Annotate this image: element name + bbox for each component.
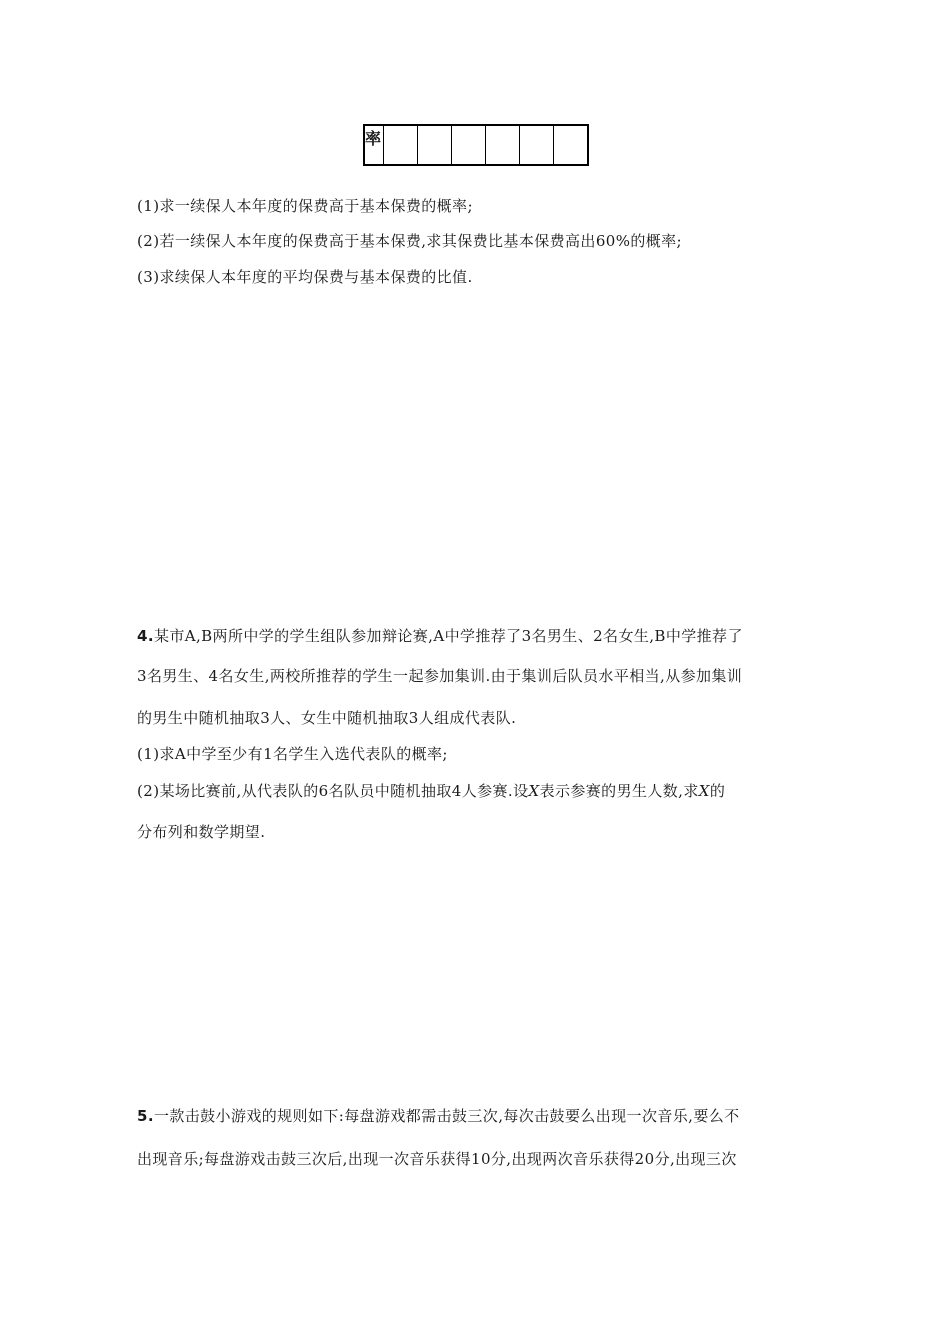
q4-part-2-text-a: (2)某场比赛前,从代表队的6名队员中随机抽取4人参赛.设 [137, 782, 529, 800]
table-cell [554, 125, 589, 165]
question-number: 4. [137, 627, 154, 645]
q4-line-1 [137, 626, 743, 646]
table-cell [486, 125, 520, 165]
q4-text-1: 某市A,B两所中学的学生组队参加辩论赛,A中学推荐了3名男生、2名女生,B中学推荐了 [153, 627, 743, 645]
q3-part-3: (3)求续保人本年度的平均保费与基本保费的比值. [137, 268, 473, 286]
table-cell [452, 125, 486, 165]
table-cell [418, 125, 452, 165]
q4-part-1: (1)求A中学至少有1名学生入选代表队的概率; [137, 745, 448, 763]
table-cell [384, 125, 418, 165]
q4-part-2-text-c: 的 [709, 782, 726, 800]
q4-part-2-cont: 分布列和数学期望. [137, 823, 266, 841]
q4-line-2: 3名男生、4名女生,两校所推荐的学生一起参加集训.由于集训后队员水平相当,从参加集训 [137, 667, 743, 685]
q5-text-1: 一款击鼓小游戏的规则如下:每盘游戏都需击鼓三次,每次击鼓要么出现一次音乐,要么不 [153, 1107, 740, 1125]
q4-part-2 [137, 781, 725, 801]
table-row [364, 125, 588, 165]
q4-part-2-text-b: 表示参赛的男生人数,求 [539, 782, 699, 800]
variable-x: X [528, 782, 540, 800]
q5-line-1 [137, 1106, 740, 1126]
question-number: 5. [137, 1107, 154, 1125]
table-fragment [363, 124, 589, 166]
q3-part-2: (2)若一续保人本年度的保费高于基本保费,求其保费比基本保费高出60%的概率; [137, 232, 683, 250]
q5-line-2: 出现音乐;每盘游戏击鼓三次后,出现一次音乐获得10分,出现两次音乐获得20分,出现三次 [137, 1150, 737, 1168]
table-cell-label: 率 [364, 125, 384, 165]
table-cell [520, 125, 554, 165]
q4-line-3: 的男生中随机抽取3人、女生中随机抽取3人组成代表队. [137, 709, 517, 727]
q3-part-1: (1)求一续保人本年度的保费高于基本保费的概率; [137, 197, 473, 215]
variable-x: X [698, 782, 710, 800]
